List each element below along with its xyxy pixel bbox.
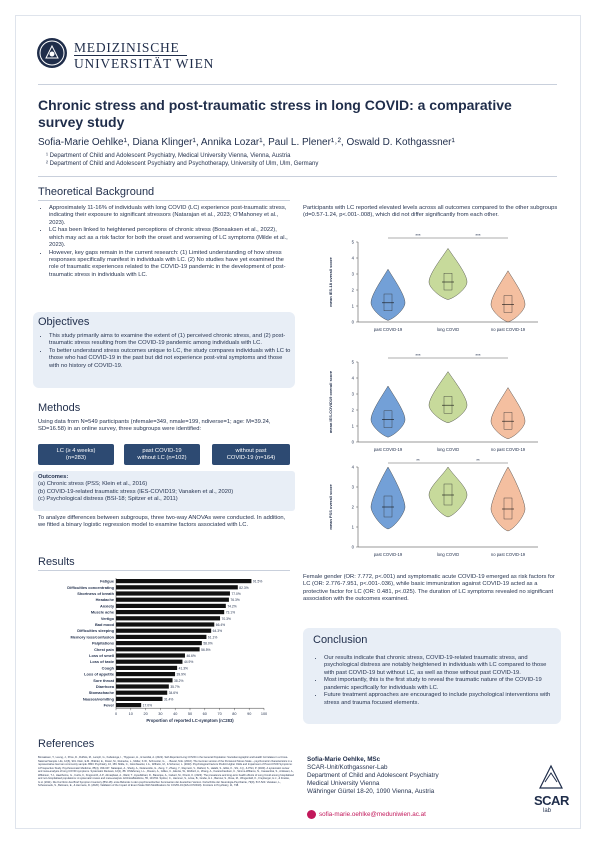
- category-label: Difficulties sleeping: [77, 628, 114, 634]
- x-tick-label: 70: [217, 712, 222, 717]
- objectives-text: [38, 333, 292, 370]
- contact-email[interactable]: sofia-marie.oehlke@meduniwien.ac.at: [319, 811, 426, 818]
- group-label: past COVID-19: [373, 447, 403, 452]
- violin-shape: [491, 388, 525, 439]
- contact-block: [307, 756, 439, 796]
- symptom-bar: [116, 616, 220, 620]
- symptom-bar: [116, 622, 214, 626]
- category-label: Loss of taste: [90, 659, 114, 665]
- scar-lab-logo-icon: [536, 762, 566, 792]
- violin-shape: [371, 386, 405, 437]
- value-label: 91.5%: [252, 579, 263, 584]
- outcomes-title: Outcomes:: [38, 474, 69, 480]
- y-tick-label: 0: [351, 319, 354, 325]
- value-label: 39.9%: [176, 672, 186, 677]
- category-label: Difficulties concentrating: [67, 584, 114, 590]
- category-label: Fatigue: [100, 578, 114, 584]
- value-label: 31.4%: [163, 697, 174, 702]
- y-axis-label: mean IES-COVID19 overall score: [328, 370, 333, 434]
- conclusion-bullet: • Our results indicate that chronic stress, COVID-19-related traumatic stress, and psychological distress are notably heightened in individuals with LC compared to those with past COVID-19 but without LC, as well as those without past COVID-19.: [324, 655, 557, 677]
- symptom-bar: [116, 591, 230, 595]
- symptom-bar: [116, 691, 167, 695]
- category-label: Stomachache: [88, 690, 114, 696]
- category-label: Nausea/vomiting: [82, 696, 114, 702]
- logo-line-1: MEDIZINISCHE: [74, 40, 180, 55]
- results-underline: [38, 570, 290, 571]
- symptom-bar: [116, 598, 229, 602]
- group-box-lc: [38, 444, 114, 465]
- y-tick-label: 4: [351, 464, 354, 470]
- symptom-bar: [116, 653, 185, 657]
- violin-shape: [491, 271, 525, 322]
- value-label: 82.3%: [239, 585, 249, 590]
- x-tick-label: 0: [114, 712, 118, 717]
- category-label: Sore throat: [93, 677, 114, 683]
- symptom-bar: [116, 660, 182, 664]
- header-divider: [38, 84, 557, 85]
- methods-intro: Using data from N=549 participants (nfemale=349, nmale=199, ndiverse=1; age: M=39.24, SD=16.58) in an online survey, three subgroups were identified:: [38, 419, 271, 433]
- background-underline: [38, 200, 290, 201]
- symptom-bar: [116, 672, 175, 676]
- ies-covid19-violin-plot: [318, 350, 550, 460]
- category-label: Cough: [101, 665, 114, 671]
- university-seal-icon: [37, 38, 67, 68]
- group-label: no past COVID-19: [490, 447, 526, 452]
- group-label: past COVID-19: [373, 327, 403, 332]
- conclusion-heading: Conclusion: [313, 634, 368, 646]
- significance-label: ***: [415, 233, 421, 238]
- y-axis-label: mean IES-18 overall score: [328, 257, 333, 307]
- x-tick-label: 60: [202, 712, 207, 717]
- email-icon: [307, 810, 316, 819]
- y-tick-label: 5: [351, 359, 354, 365]
- significance-label: ***: [415, 353, 421, 358]
- background-bullet: • However, key gaps remain in the current research: (1) Limited understanding of how stress responses specifically manifest in individuals with LC. (2) No studies have yet examined the role of traumatic experiences related to the COVID-19 pandemic in the development of post-traumatic stress in individuals with LC.: [49, 250, 292, 279]
- regression-text: Female gender (OR: 7.772, p<.001) and symptomatic acute COVID-19 emerged as risk factors for LC (OR: 2.776-7.951, p<.001-.036), while basic immunization against COVID-19 acted as a protective factor for LC (OR: 0.481, p<.025). The duration of LC symptoms revealed no significant association with the outcomes examined.: [303, 574, 555, 602]
- value-label: 61.1%: [207, 635, 218, 640]
- references-heading: References: [38, 738, 95, 750]
- category-label: Muscle ache: [90, 609, 114, 615]
- group-none-line1: without past: [235, 447, 267, 454]
- results-heading: Results: [38, 556, 75, 568]
- significance-label: ***: [475, 353, 481, 358]
- violin-shape: [429, 372, 467, 423]
- value-label: 35.7%: [170, 685, 180, 689]
- y-tick-label: 4: [351, 375, 354, 381]
- group-label: long COVID: [436, 552, 460, 557]
- logo-line-2: UNIVERSITÄT WIEN: [74, 56, 215, 71]
- ies18-violin-plot: [318, 230, 550, 340]
- category-label: Shortness of breath: [77, 591, 114, 596]
- group-lc-line1: LC (≥ 4 weeks): [56, 447, 96, 454]
- background-text: [38, 205, 292, 279]
- outcome-item: (c) Psychological distress (BSI-18; Spitzer et al., 2011): [38, 495, 178, 502]
- x-tick-label: 50: [187, 712, 193, 717]
- violin-shape: [371, 467, 405, 529]
- y-tick-label: 3: [351, 484, 354, 490]
- affiliation-2: ² Department of Child and Adolescent Psychiatry and Psychotherapy, University of Ulm, Ulm, Germany: [46, 161, 319, 167]
- category-label: Memory loss/confusion: [70, 634, 114, 640]
- symptom-bar: [116, 610, 224, 614]
- value-label: 44.9%: [183, 660, 194, 665]
- outcomes-text: [38, 474, 292, 503]
- contact-name: Sofia-Marie Oehlke, MSc: [307, 756, 381, 763]
- results-intro: Participants with LC reported elevated levels across all outcomes compared to the other subgroups (d=0.57-1.24, p<.001-.008), which did not differ significantly from each other.: [303, 205, 558, 219]
- symptom-bar: [116, 604, 226, 608]
- violin-shape: [429, 467, 467, 517]
- x-tick-label: 40: [173, 712, 178, 717]
- violin-shape: [491, 467, 525, 531]
- group-label: no past COVID-19: [490, 327, 526, 332]
- symptom-bar: [116, 697, 162, 701]
- scar-lab-logo: SCAR: [534, 793, 569, 808]
- symptom-bar: [116, 585, 238, 589]
- category-label: Anxiety: [99, 603, 114, 609]
- background-bullet: • Approximately 11-16% of individuals with long COVID (LC) experience post-traumatic stress, indicating their exposure to significant stressors (Natarajan et al., 2023; O'Mahoney et al., 2023).: [49, 205, 292, 227]
- x-tick-label: 10: [128, 712, 133, 717]
- significance-label: **: [416, 458, 420, 463]
- value-label: 74.2%: [227, 604, 237, 609]
- violin-shape: [429, 248, 467, 299]
- group-label: long COVID: [436, 327, 460, 332]
- x-tick-label: 80: [232, 712, 237, 717]
- symptom-bar: [116, 684, 169, 688]
- value-label: 66.4%: [215, 623, 226, 627]
- value-label: 58.0%: [203, 641, 213, 646]
- y-tick-label: 2: [351, 287, 354, 293]
- x-tick-label: 90: [247, 712, 252, 717]
- affiliation-1: ¹ Department of Child and Adolescent Psychiatry, Medical University Vienna, Vienna, Austria: [46, 153, 291, 159]
- y-tick-label: 0: [351, 544, 354, 550]
- background-heading: Theoretical Background: [38, 186, 155, 198]
- group-box-past-covid: [124, 444, 200, 465]
- category-label: Bad mood: [94, 622, 114, 627]
- contact-line: Department of Child and Adolescent Psychiatry: [307, 772, 439, 779]
- category-label: Loss of smell: [89, 653, 114, 658]
- methods-heading: Methods: [38, 402, 81, 414]
- category-label: Loss of appetite: [84, 671, 114, 677]
- group-past-line1: past COVID-19: [142, 447, 182, 454]
- value-label: 38.2%: [174, 678, 184, 683]
- symptom-bar-chart: [38, 572, 294, 732]
- y-tick-label: 3: [351, 391, 354, 397]
- value-label: 70.3%: [221, 616, 231, 621]
- x-axis-label: Proportion of reported LC-symptom (n=283): [146, 718, 234, 724]
- symptom-bar: [116, 635, 206, 639]
- group-box-no-covid: [212, 444, 290, 465]
- contact-line: Medical University Vienna: [307, 780, 380, 787]
- value-label: 34.6%: [168, 691, 179, 696]
- outcome-item: (a) Chronic stress (PSS; Klein et al., 2016): [38, 481, 148, 488]
- y-tick-label: 2: [351, 504, 354, 510]
- conclusion-text: [313, 655, 557, 708]
- x-tick-label: 30: [158, 712, 163, 717]
- symptom-bar: [116, 647, 200, 651]
- group-past-line2: without LC (n=102): [137, 454, 187, 461]
- value-label: 17.0%: [142, 703, 153, 708]
- group-label: past COVID-19: [373, 552, 403, 557]
- symptom-bar: [116, 666, 177, 670]
- category-label: Headache: [95, 597, 114, 603]
- significance-label: **: [476, 458, 480, 463]
- significance-label: ***: [475, 233, 481, 238]
- contact-line: Währinger Gürtel 18-20, 1090 Vienna, Austria: [307, 788, 435, 795]
- symptom-bar: [116, 641, 202, 645]
- title-divider: [38, 176, 557, 177]
- category-label: Vertigo: [100, 615, 114, 621]
- references-text: Bonsaksen, T., Leung, J., Price, D., Ruffolo, M., Lamph, G., Kabelenga, I., Thygesen, H., & Geirdal, A. (2022). Self-Reported Long COVID in the General Population: Sociodemographic and Health Correlates in a Cross-National Sample. Life, 12(6), 901. Klein, E.M., Brähler, E., Dreier, M., Reinecke, L., Müller, K.W., Schmutzer, G., ... Beutel, M.E. (2016). The German version of the Perceived Stress Scale – psychometric characteristics in a representative German community sample. BMC Psychiatry, 16, 159. Milde, C., Glombiewski, J.A., Wilhelm, M., & Schemer, L. (2023). Psychological Factors Predict Higher Odds and Impairment of Post-COVID Symptoms: A Prospective Study. Psychosomatic Medicine, 85(4), 339-347. Natarajan, A., Shetty, A., Delanerolle, G., Zeng, Y., Zhang, Y., Raymont, V., Rathod, S., Halabi, S., Elliot, K., Shi, J.Q., & Phiri, P. (2023). A systematic review and meta-analysis of long COVID symptoms. Systematic Reviews, 12(1), 88. O'Mahoney, L.L., Routen, A., Gillies, C., Ekezie, W., Welford, A., Zhang, A., Karamchandani, U., Simms-Williams, N., Cassambai, S., Ardavani, A., Wilkinson, T.J., Hawthorne, G., Curtis, F., Kingsnorth, A.P., Almaqhawi, A., Ward, T., Ayoubkhani, D., Banerjee, A., Calvert, M., Khunti, K. (2023). The prevalence and long-term health effects of Long Covid among hospitalised and non-hospitalised populations: A systematic review and meta-analysis. EClinicalMedicine, 55, 101762. Spitzer, C., Hammer, S., Löwe, B., Grabe, H.J., Barnow, S., Rose, M., Wingenfeld, K., Freyberger, H.J., & Franke, G.H. (2011). Die Kurzform des Brief Symptom Inventory (BSI-18): erste Befunde zu den psychometrischen Kennwerten der deutschen Version. Fortschritte der Neurologie-Psychiatrie, 79(9), 517-523. Vanaken, L., Scheveneels, S., Belmans, E., & Hermans, D. (2020). Validation of the Impact of Event Scale With Modifications for COVID-19 (IES-COVID19). Frontiers in Psychiatry, 11, 738.: [38, 756, 294, 787]
- conclusion-bullet: • Future treatment approaches are encouraged to include psychological interventions with stress and trauma focused elements.: [324, 692, 557, 707]
- y-tick-label: 1: [351, 303, 354, 309]
- value-label: 46.6%: [186, 654, 196, 658]
- y-tick-label: 1: [351, 524, 354, 530]
- objectives-bullet: • To better understand stress outcomes unique to LC, the study compares individuals with LC to those who had COVID-19 in the past but did not experience post-viral symptoms and those with no history of COVID-19.: [49, 348, 292, 370]
- poster-title: Chronic stress and post-traumatic stress in long COVID: a comparative survey study: [38, 97, 512, 130]
- category-label: Palpitations: [91, 640, 114, 646]
- y-tick-label: 0: [351, 439, 354, 445]
- pss-violin-plot: [318, 455, 550, 565]
- value-label: 56.5%: [201, 647, 211, 652]
- value-label: 77.0%: [231, 592, 241, 596]
- symptom-bar: [116, 579, 251, 583]
- y-tick-label: 2: [351, 407, 354, 413]
- symptom-bar: [116, 629, 211, 633]
- contact-line: SCAR-Unit/Kothgassner-Lab: [307, 764, 388, 771]
- y-tick-label: 5: [351, 239, 354, 245]
- category-label: Chest pain: [94, 646, 114, 652]
- y-tick-label: 1: [351, 423, 354, 429]
- violin-shape: [371, 269, 405, 320]
- group-lc-line2: (n=283): [65, 454, 87, 461]
- category-label: Fever: [103, 702, 114, 708]
- group-label: no past COVID-19: [490, 552, 526, 557]
- author-list: Sofia-Marie Oehlke¹, Diana Klinger¹, Annika Lozar¹, Paul L. Plener¹˒², Oswald D. Kothgassner¹: [38, 137, 455, 148]
- y-axis-label: mean PSS overall score: [328, 484, 333, 530]
- objectives-heading: Objectives: [38, 316, 90, 328]
- scar-lab-logo-sub: lab: [543, 808, 552, 814]
- conclusion-bullet: • Most importantly, this is the first study to reveal the traumatic nature of the COVID-19 pandemic specifically for individuals with LC.: [324, 677, 557, 692]
- background-bullet: • LC has been linked to heightened perceptions of chronic stress (Bonsaksen et al., 2022), which may act as a risk factor for both the onset and worsening of LC symptoms (Milde et al., 2023).: [49, 227, 292, 249]
- x-tick-label: 100: [260, 712, 268, 717]
- outcome-item: (b) COVID-19-related traumatic stress (IES-COVID19; Vanaken et al., 2020): [38, 488, 234, 495]
- x-tick-label: 20: [143, 712, 148, 717]
- value-label: 76.3%: [230, 598, 240, 603]
- group-label: long COVID: [436, 447, 460, 452]
- y-tick-label: 3: [351, 271, 354, 277]
- value-label: 41.3%: [178, 666, 188, 671]
- methods-analysis: To analyze differences between subgroups, three two-way ANOVAs were conducted. In addition, we fitted a binary logistic regression model to examine factors associated with LC.: [38, 515, 286, 529]
- value-label: 73.1%: [225, 610, 236, 615]
- y-tick-label: 4: [351, 255, 354, 261]
- symptom-bar: [116, 678, 173, 682]
- category-label: Diarrhoea: [95, 684, 114, 689]
- group-none-line2: COVID-19 (n=164): [226, 454, 276, 461]
- objectives-bullet: • This study primarily aims to examine the extent of (1) perceived chronic stress, and (2) post-traumatic stress resulting from the COVID-19 pandemic among individuals with LC.: [49, 333, 292, 348]
- value-label: 64.3%: [212, 629, 223, 634]
- symptom-bar: [116, 703, 141, 707]
